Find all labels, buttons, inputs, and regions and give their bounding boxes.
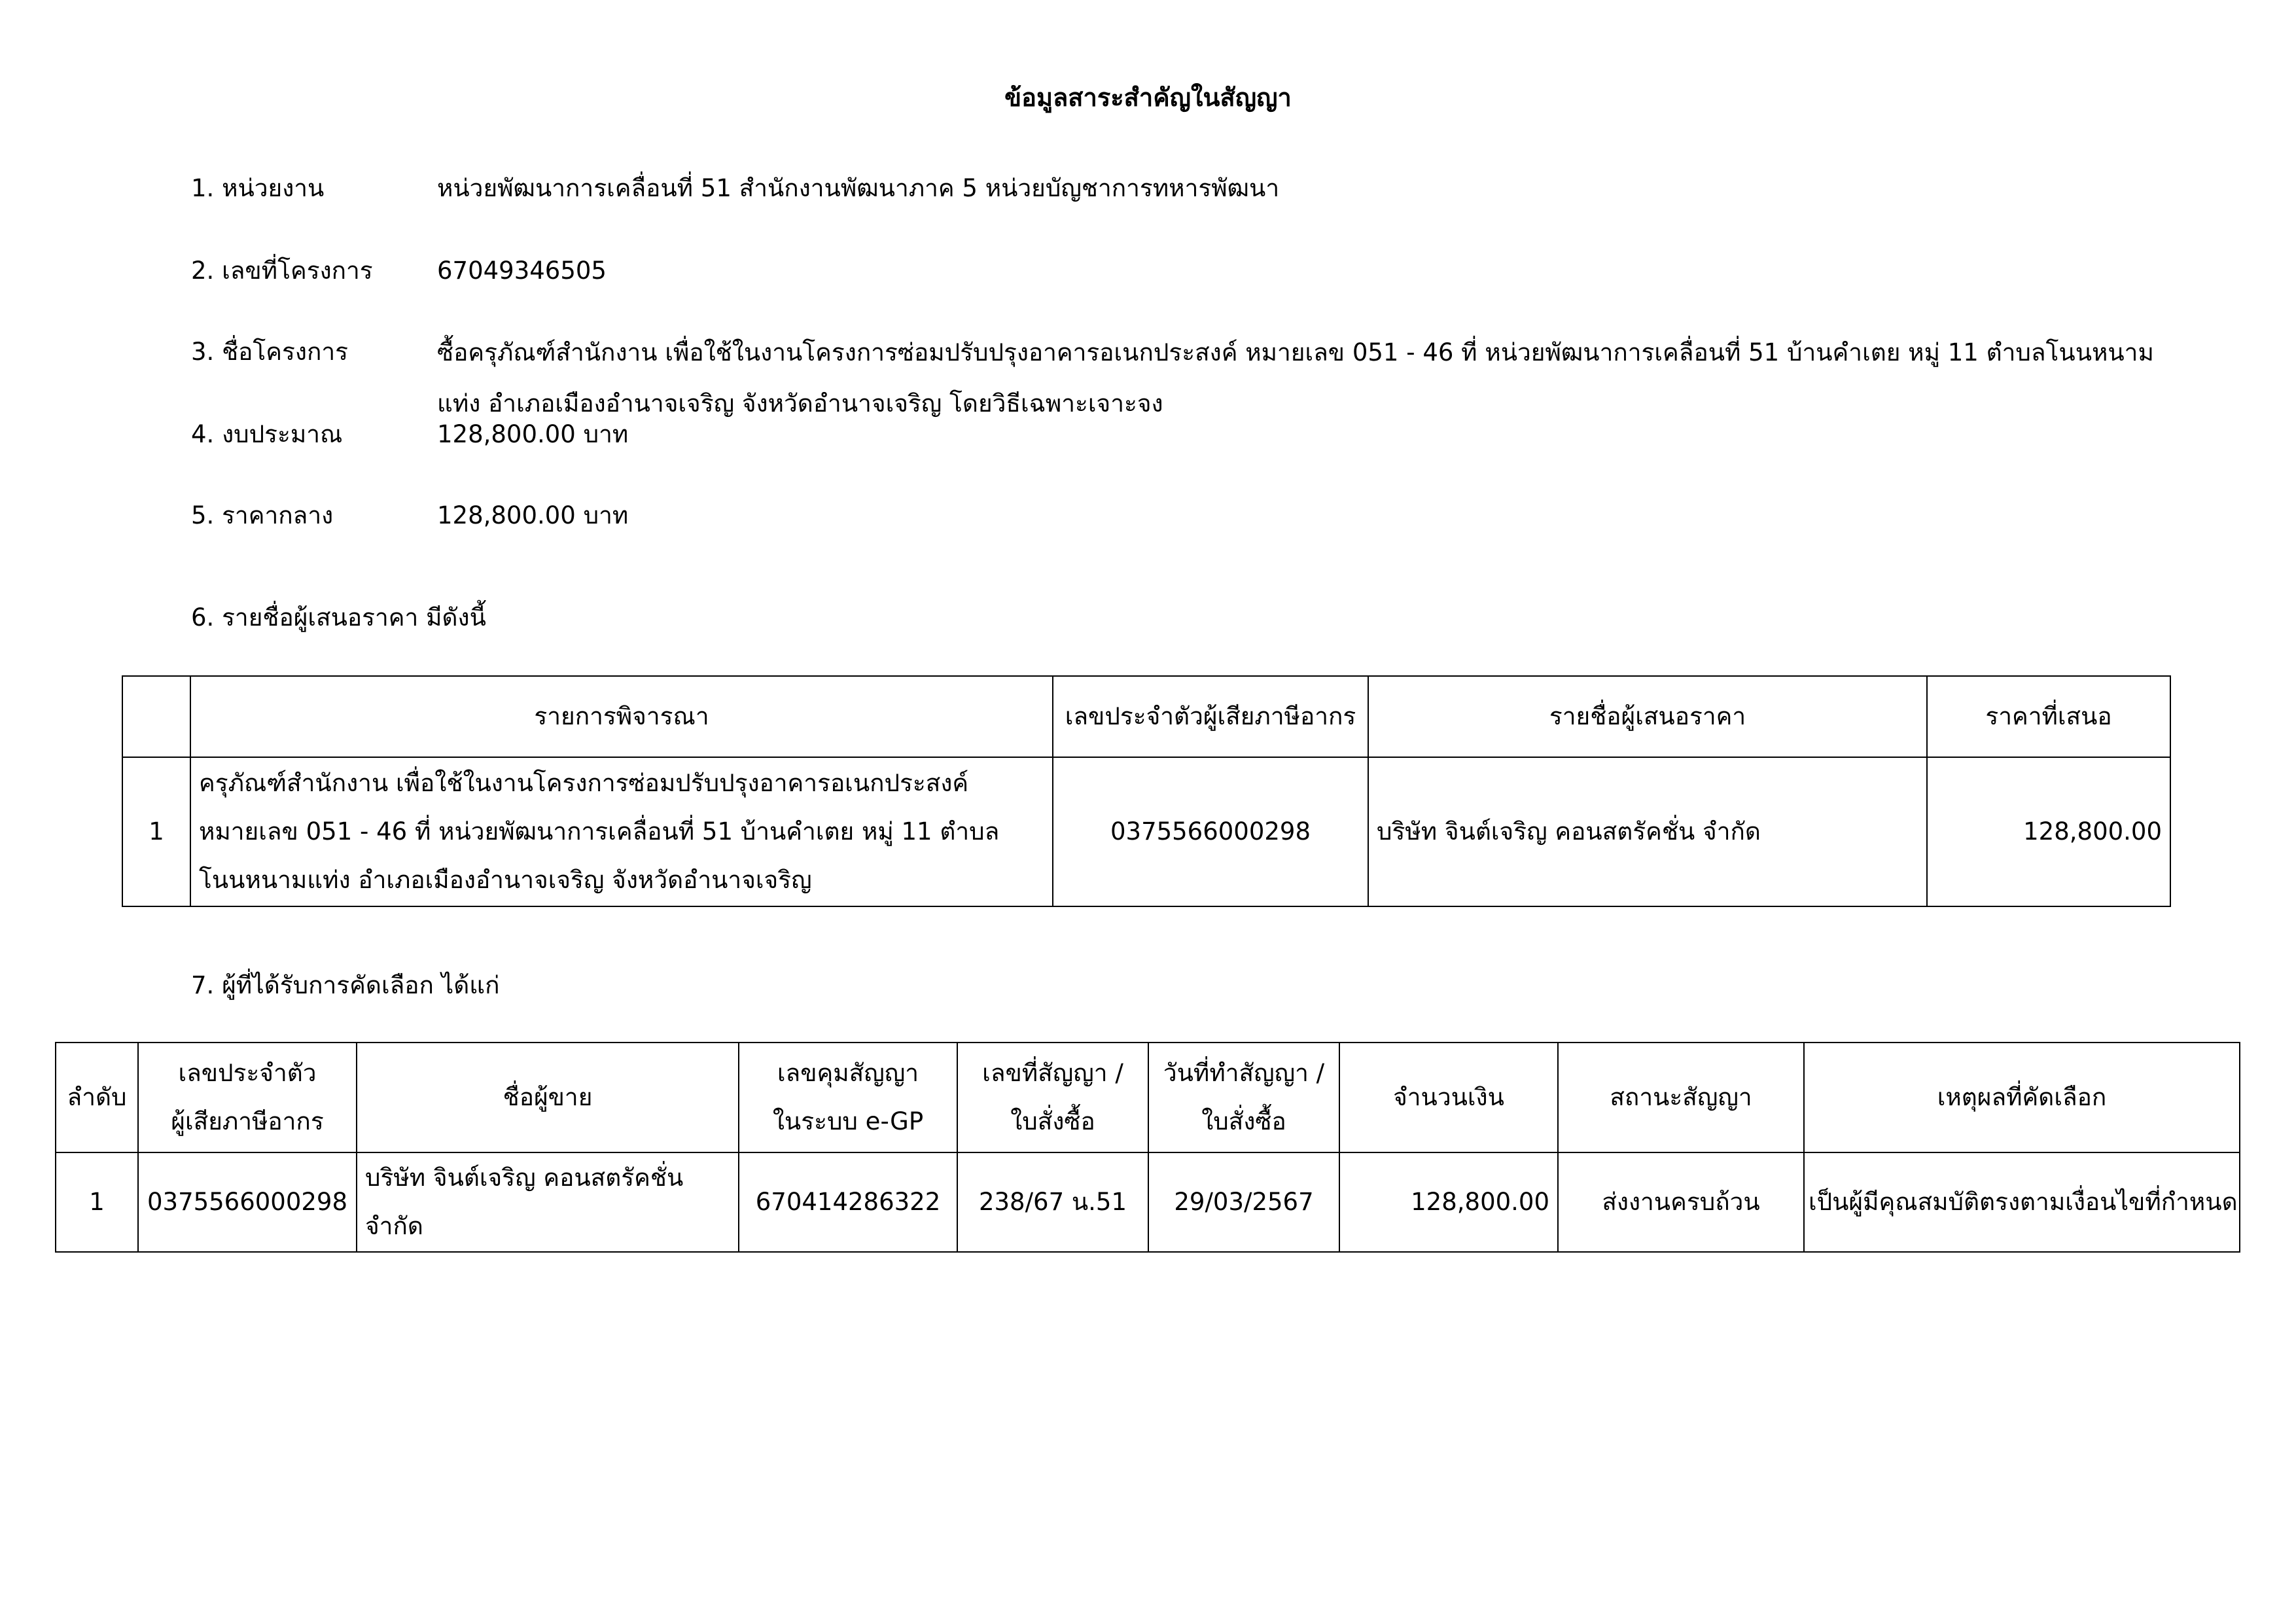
header-control-line2: ในระบบ e-GP xyxy=(772,1107,924,1135)
row-contract-number: 238/67 น.51 xyxy=(957,1152,1148,1252)
header-status: สถานะสัญญา xyxy=(1558,1043,1804,1152)
row-number: 1 xyxy=(122,757,190,906)
selected-table xyxy=(55,1042,2240,1253)
header-price: ราคาที่เสนอ xyxy=(1927,676,2170,757)
field-label-project-name: 3. ชื่อโครงการ xyxy=(191,338,349,366)
table-row xyxy=(122,757,2170,906)
selected-table-header xyxy=(56,1043,2240,1152)
row-seller: บริษัท จินต์เจริญ คอนสตรัคชั่น จำกัด xyxy=(357,1152,739,1252)
header-amount: จำนวนเงิน xyxy=(1339,1043,1558,1152)
header-seller: ชื่อผู้ขาย xyxy=(357,1043,739,1152)
header-order: ลำดับ xyxy=(56,1043,138,1152)
row-contract-date: 29/03/2567 xyxy=(1148,1152,1339,1252)
header-contract-number xyxy=(957,1043,1148,1152)
section7-label: 7. ผู้ที่ได้รับการคัดเลือก ได้แก่ xyxy=(191,971,500,999)
header-contract-number-line2: ใบสั่งซื้อ xyxy=(1010,1107,1095,1135)
row-price: 128,800.00 xyxy=(1927,757,2170,906)
field-label-median-price: 5. ราคากลาง xyxy=(191,501,334,529)
row-control-number: 670414286322 xyxy=(739,1152,957,1252)
bidders-table xyxy=(122,675,2171,907)
row-reason: เป็นผู้มีคุณสมบัติตรงตามเงื่อนไขที่กำหนด xyxy=(1804,1152,2240,1252)
field-value-project-number: 67049346505 xyxy=(437,257,607,285)
header-blank xyxy=(122,676,190,757)
header-contract-date xyxy=(1148,1043,1339,1152)
header-control-line1: เลขคุมสัญญา xyxy=(777,1059,919,1087)
row-amount: 128,800.00 xyxy=(1339,1152,1558,1252)
row-tax-id: 0375566000298 xyxy=(1053,757,1368,906)
row-bidder: บริษัท จินต์เจริญ คอนสตรัคชั่น จำกัด xyxy=(1368,757,1927,906)
table-row xyxy=(56,1152,2240,1252)
header-tax-id-line1: เลขประจำตัว xyxy=(178,1059,317,1087)
header-bidder: รายชื่อผู้เสนอราคา xyxy=(1368,676,1927,757)
field-value-budget: 128,800.00 บาท xyxy=(437,420,629,448)
header-contract-date-line1: วันที่ทำสัญญา / xyxy=(1163,1059,1325,1087)
header-control-number xyxy=(739,1043,957,1152)
field-label-agency: 1. หน่วยงาน xyxy=(191,174,325,202)
header-tax-id-line2: ผู้เสียภาษีอากร xyxy=(171,1107,324,1135)
field-value-project-name: ซื้อครุภัณฑ์สำนักงาน เพื่อใช้ในงานโครงการซ่อมปรับปรุงอาคารอเนกประสงค์ หมายเลข 051 - 46 ที่ หน่วยพัฒนาการเคลื่อนที่ 51 บ้านคำเตย หมู่ 11 ตำบลโนนหนามแท่ง อำเภอเมืองอำนาจเจริญ จังหวัดอำนาจเจริญ โดยวิธีเฉพาะเจาะจง xyxy=(437,338,2154,418)
row-tax-id: 0375566000298 xyxy=(138,1152,357,1252)
field-label-project-number: 2. เลขที่โครงการ xyxy=(191,257,373,285)
row-order: 1 xyxy=(56,1152,138,1252)
bidders-table-header xyxy=(122,676,2170,757)
header-tax-id: เลขประจำตัวผู้เสียภาษีอากร xyxy=(1053,676,1368,757)
field-value-median-price: 128,800.00 บาท xyxy=(437,501,629,529)
header-item: รายการพิจารณา xyxy=(190,676,1053,757)
section6-label: 6. รายชื่อผู้เสนอราคา มีดังนี้ xyxy=(191,603,486,632)
field-label-budget: 4. งบประมาณ xyxy=(191,420,343,448)
row-status: ส่งงานครบถ้วน xyxy=(1558,1152,1804,1252)
header-contract-number-line1: เลขที่สัญญา / xyxy=(982,1059,1123,1087)
field-value-agency: หน่วยพัฒนาการเคลื่อนที่ 51 สำนักงานพัฒนาภาค 5 หน่วยบัญชาการทหารพัฒนา xyxy=(437,174,1280,202)
header-reason: เหตุผลที่คัดเลือก xyxy=(1804,1043,2240,1152)
header-contract-date-line2: ใบสั่งซื้อ xyxy=(1201,1107,1286,1135)
header-tax-id xyxy=(138,1043,357,1152)
document-title: ข้อมูลสาระสำคัญในสัญญา xyxy=(1004,83,1292,112)
row-item: ครุภัณฑ์สำนักงาน เพื่อใช้ในงานโครงการซ่อมปรับปรุงอาคารอเนกประสงค์ หมายเลข 051 - 46 ที่ หน่วยพัฒนาการเคลื่อนที่ 51 บ้านคำเตย หมู่ 11 ตำบลโนนหนามแท่ง อำเภอเมืองอำนาจเจริญ จังหวัดอำนาจเจริญ xyxy=(190,757,1053,906)
